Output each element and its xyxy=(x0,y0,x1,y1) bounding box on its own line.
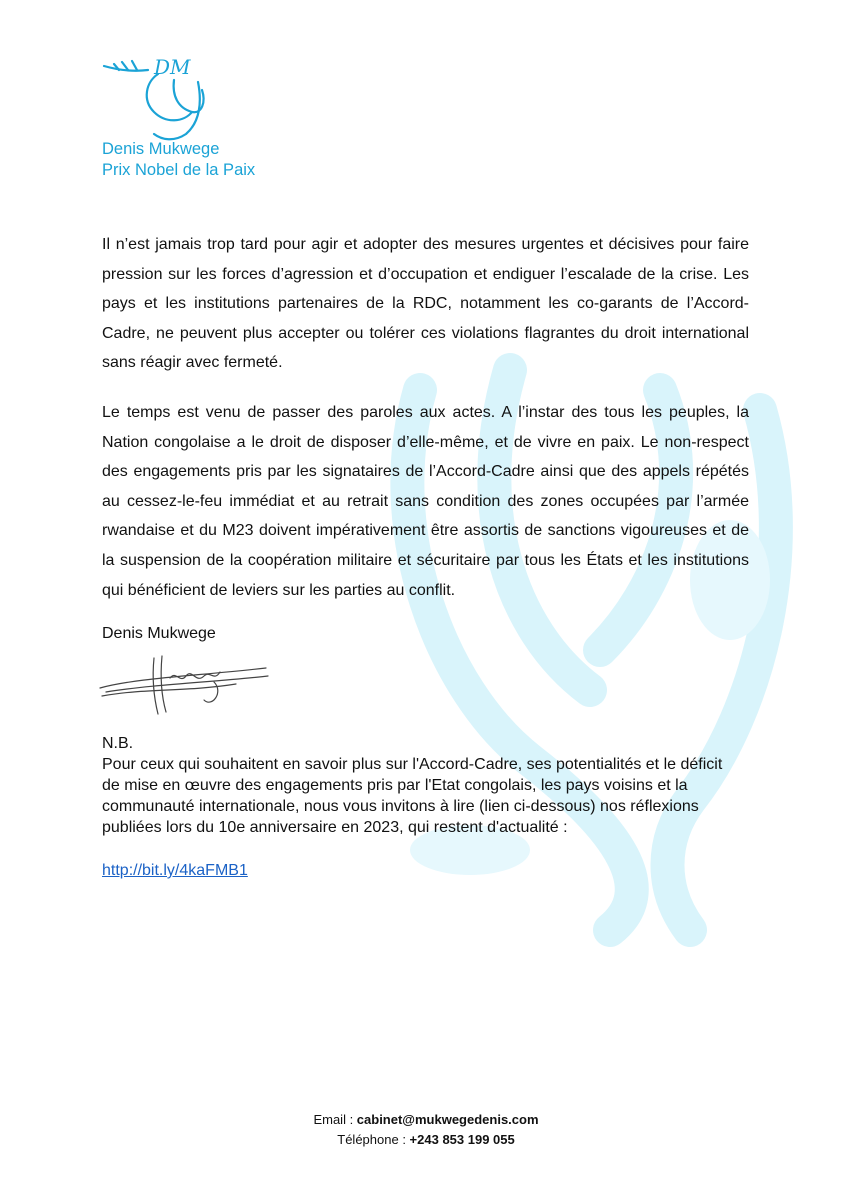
org-title: Prix Nobel de la Paix xyxy=(102,161,256,179)
phone-label: Téléphone : xyxy=(337,1132,410,1147)
phone-value: +243 853 199 055 xyxy=(409,1132,515,1147)
reference-link[interactable]: http://bit.ly/4kaFMB1 xyxy=(102,862,248,879)
footer-phone xyxy=(0,1130,852,1150)
note-label: N.B. xyxy=(102,735,134,752)
dove-logo-icon xyxy=(102,52,212,142)
email-value[interactable]: cabinet@mukwegedenis.com xyxy=(356,1112,539,1127)
signature-icon xyxy=(96,648,276,718)
org-name: Denis Mukwege xyxy=(102,140,220,158)
paragraph-2: Le temps est venu de passer des paroles aux actes. A l’instar des tous les peuples, la Nation congolaise a le droit de disposer d’elle-même, et de vivre en paix. Le non-respect des engagements pris par les signataires de l’Accord-Cadre ainsi que des appels répétés au cessez-le-feu immédiat et au retrait sans condition des zones occupées par l’armée rwandaise et du M23 doivent impérativement être assortis de sanctions vigoureuses et de la suspension de la coopération militaire et sécuritaire par tous les États et les institutions qui bénéficient de leviers sur les parties au conflit. xyxy=(102,404,749,599)
footer-email xyxy=(0,1110,852,1130)
footer xyxy=(0,1110,852,1150)
letterhead xyxy=(102,139,255,181)
svg-text:DM: DM xyxy=(154,55,191,79)
note-text: Pour ceux qui souhaitent en savoir plus sur l'Accord-Cadre, ses potentialités et le déficit de mise en œuvre des engagements pris par l'Etat congolais, les pays voisins et la communauté internationale, nous vous invitons à lire (lien ci-dessous) nos réflexions publiées lors du 10e anniversaire en 2023, qui restent d'actualité : xyxy=(102,756,723,836)
email-label: Email : xyxy=(313,1112,357,1127)
note-block xyxy=(102,733,742,838)
paragraph-1: Il n’est jamais trop tard pour agir et adopter des mesures urgentes et décisives pour faire pression sur les forces d’agression et d’occupation et endiguer l’escalade de la crise. Les pays et les institutions partenaires de la RDC, notamment les co-garants de l’Accord-Cadre, ne peuvent plus accepter ou tolérer ces violations flagrantes du droit international sans réagir avec fermeté. xyxy=(102,236,749,372)
signer-name: Denis Mukwege xyxy=(102,625,216,642)
